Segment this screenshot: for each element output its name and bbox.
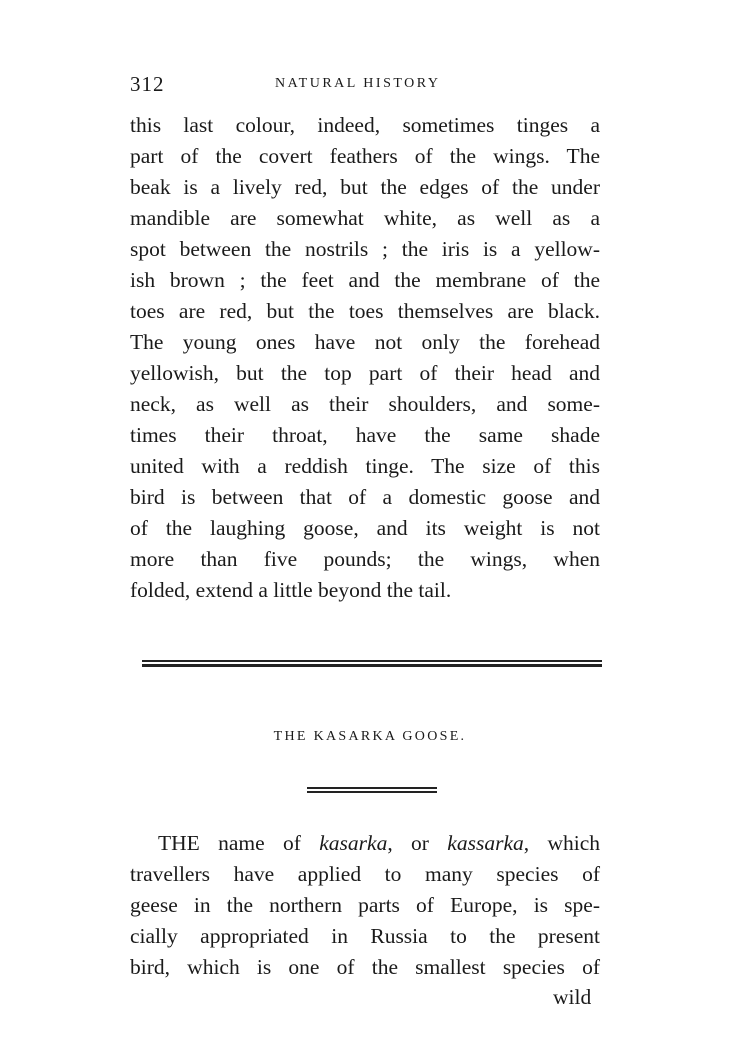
text-line: cially appropriated in Russia to the present: [130, 924, 600, 948]
text-line: part of the covert feathers of the wings. The: [130, 144, 600, 168]
text-line: geese in the northern parts of Europe, is spe-: [130, 893, 600, 917]
text-line: beak is a lively red, but the edges of the under: [130, 175, 600, 199]
text-line: folded, extend a little beyond the tail.: [130, 578, 452, 602]
section-divider-rule: [142, 660, 602, 667]
text-line: The young ones have not only the forehead: [130, 330, 600, 354]
text-line: united with a reddish tinge. The size of this: [130, 454, 600, 478]
page-number: 312: [130, 72, 165, 96]
text-line: spot between the nostrils ; the iris is a yellow-: [130, 237, 600, 261]
paragraph-two: [130, 828, 600, 983]
text-line: more than five pounds; the wings, when: [130, 547, 600, 571]
text-line: bird, which is one of the smallest species of: [130, 955, 600, 979]
text-line: mandible are somewhat white, as well as a: [130, 206, 600, 230]
text-line: this last colour, indeed, sometimes tinges a: [130, 113, 600, 137]
text-line: bird is between that of a domestic goose and: [130, 485, 600, 509]
paragraph-one: [130, 110, 600, 606]
text-fragment: , which: [523, 831, 600, 855]
underline-line-bottom: [307, 791, 437, 793]
divider-line-thick: [142, 664, 602, 667]
text-line: neck, as well as their shoulders, and some-: [130, 392, 600, 416]
italic-term-kasarka: kasarka: [319, 831, 388, 855]
text-fragment: , or: [387, 831, 448, 855]
text-line: travellers have applied to many species of: [130, 862, 600, 886]
running-head: [130, 72, 605, 96]
small-caps-opening: THE name of: [158, 831, 320, 855]
text-line: of the laughing goose, and its weight is not: [130, 516, 600, 540]
text-line-first: [130, 828, 600, 859]
text-line: ish brown ; the feet and the membrane of the: [130, 268, 600, 292]
text-line: times their throat, have the same shade: [130, 423, 600, 447]
section-title: THE KASARKA GOOSE.: [273, 729, 467, 744]
divider-line-thin: [142, 660, 602, 662]
catchword: wild: [553, 985, 592, 1009]
text-line: toes are red, but the toes themselves are black.: [130, 299, 600, 323]
underline-line-top: [307, 787, 437, 789]
title-underline-rule: [307, 787, 437, 793]
text-line: yellowish, but the top part of their head and: [130, 361, 600, 385]
italic-term-kassarka: kassarka: [447, 831, 524, 855]
running-title: NATURAL HISTORY: [275, 76, 441, 91]
